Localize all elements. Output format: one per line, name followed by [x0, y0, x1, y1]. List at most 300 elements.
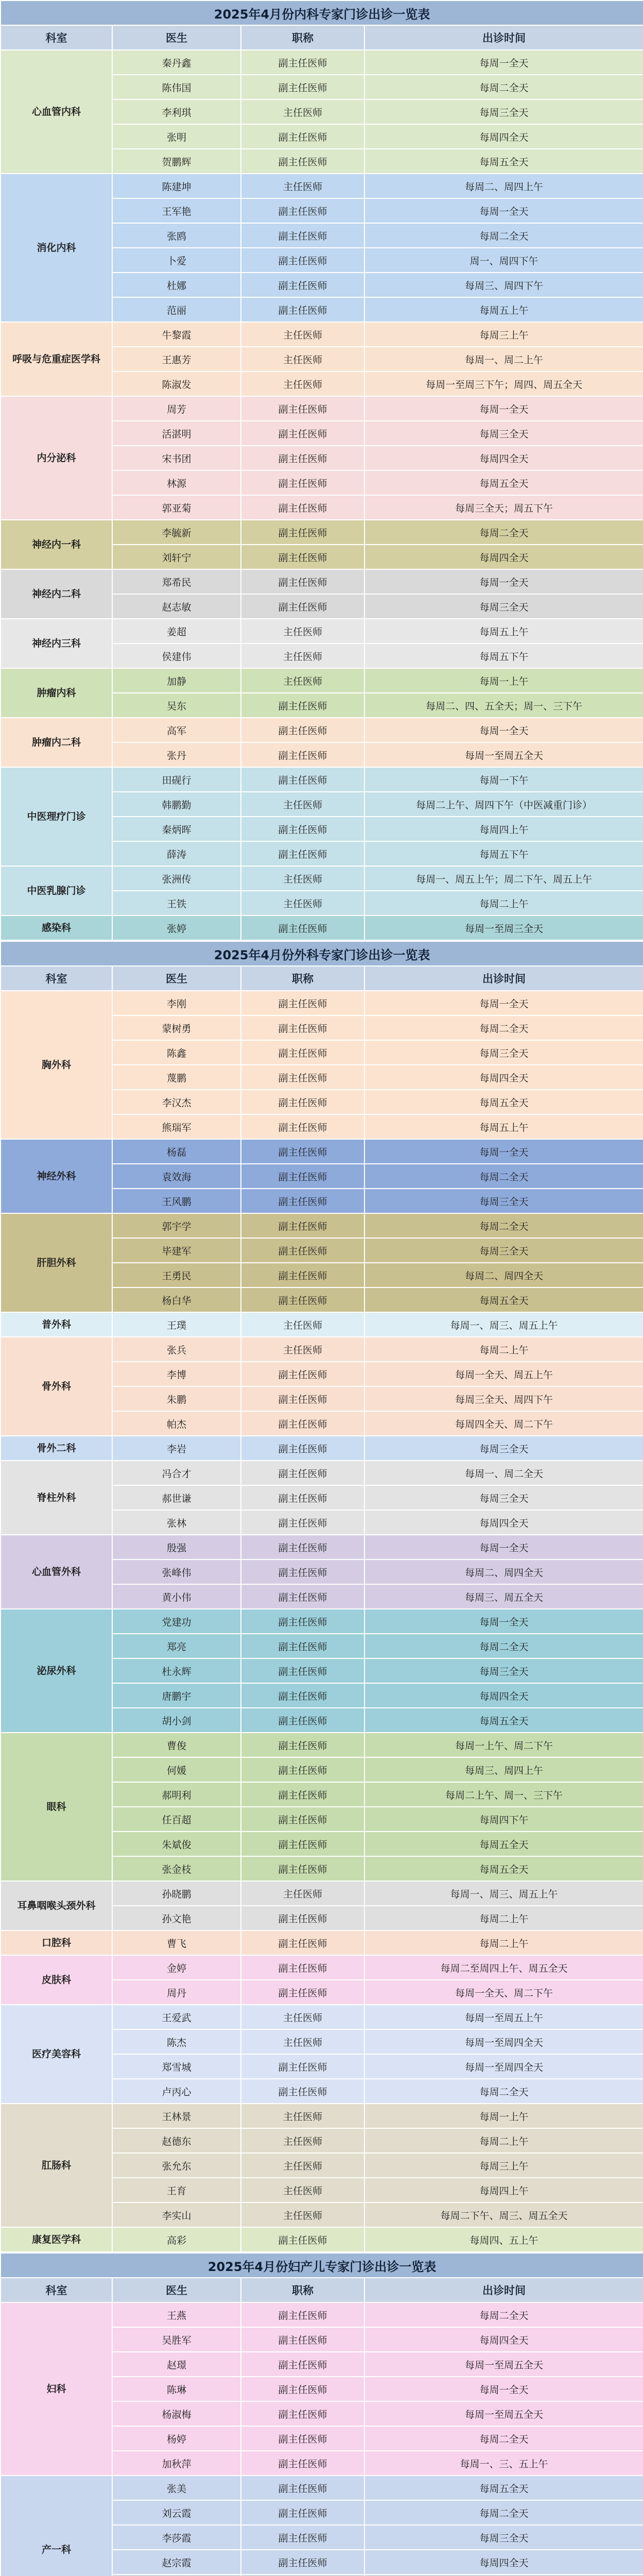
table-row	[1, 2227, 643, 2252]
department-cell: 肿瘤内二科	[1, 718, 112, 767]
table-row	[1, 1436, 643, 1461]
clinic-time: 每周一、周五上午；周二下午、周五上午	[364, 866, 643, 891]
doctor-name: 熊瑞军	[112, 1114, 241, 1139]
doctor-title: 副主任医师	[241, 2525, 364, 2550]
doctor-title: 副主任医师	[241, 1757, 364, 1782]
table-row	[1, 2104, 643, 2128]
department-cell: 消化内科	[1, 174, 112, 322]
doctor-name: 陈鑫	[112, 1040, 241, 1065]
doctor-name: 韩鹏勤	[112, 792, 241, 817]
doctor-name: 王育	[112, 2178, 241, 2202]
table-row	[1, 1337, 643, 1362]
clinic-time: 每周四上午	[364, 817, 643, 841]
clinic-time: 每周三全天	[364, 1436, 643, 1461]
doctor-title: 主任医师	[241, 1881, 364, 1906]
table-row	[1, 322, 643, 347]
department-cell: 心血管外科	[1, 1535, 112, 1609]
doctor-name: 张林	[112, 1510, 241, 1535]
doctor-name: 陈杰	[112, 2029, 241, 2054]
doctor-title: 副主任医师	[241, 2451, 364, 2476]
clinic-time: 每周二下午、周三、周五全天	[364, 2202, 643, 2227]
clinic-time: 每周二上午	[364, 1930, 643, 1955]
doctor-name: 张丹	[112, 742, 241, 767]
doctor-name: 高彩	[112, 2227, 241, 2252]
clinic-time: 每周一至周五全天	[364, 2352, 643, 2377]
doctor-title: 副主任医师	[241, 520, 364, 545]
doctor-title: 副主任医师	[241, 767, 364, 792]
clinic-time: 每周四下午	[364, 1807, 643, 1832]
clinic-time: 每周一全天	[364, 991, 643, 1015]
header-row	[1, 25, 643, 50]
doctor-title: 副主任医师	[241, 2327, 364, 2352]
department-cell: 脊柱外科	[1, 1461, 112, 1535]
doctor-title: 副主任医师	[241, 1658, 364, 1683]
table-row	[1, 991, 643, 1015]
department-cell: 骨外科	[1, 1337, 112, 1436]
clinic-time: 每周五上午	[364, 619, 643, 643]
doctor-name: 刘轩宁	[112, 545, 241, 569]
doctor-name: 张峰伟	[112, 1560, 241, 1584]
doctor-title: 副主任医师	[241, 1634, 364, 1658]
clinic-time: 每周三全天	[364, 99, 643, 124]
clinic-time: 每周五全天	[364, 1856, 643, 1881]
department-cell: 眼科	[1, 1733, 112, 1881]
header-row	[1, 2278, 643, 2302]
doctor-name: 贺鹏辉	[112, 149, 241, 174]
doctor-title: 副主任医师	[241, 1164, 364, 1189]
doctor-title: 副主任医师	[241, 1807, 364, 1832]
doctor-name: 郑雪城	[112, 2054, 241, 2079]
clinic-time: 每周二上午	[364, 891, 643, 916]
clinic-time: 每周五全天	[364, 470, 643, 495]
clinic-time: 每周五全天	[364, 149, 643, 174]
doctor-title: 主任医师	[241, 2178, 364, 2202]
clinic-time: 每周一下午	[364, 767, 643, 792]
clinic-time: 每周一至周四全天	[364, 2029, 643, 2054]
table-row	[1, 569, 643, 594]
doctor-title: 副主任医师	[241, 396, 364, 421]
doctor-title: 副主任医师	[241, 742, 364, 767]
doctor-name: 张明	[112, 124, 241, 149]
doctor-name: 秦丹鑫	[112, 50, 241, 75]
section-title: 2025年4月份外科专家门诊出诊一览表	[1, 941, 643, 966]
schedule-table	[0, 2252, 643, 2576]
clinic-time: 每周三全天	[364, 421, 643, 446]
clinic-time: 每周五全天	[364, 1287, 643, 1312]
clinic-time: 每周二、周四全天	[364, 1263, 643, 1287]
header-time: 出诊时间	[364, 25, 643, 50]
clinic-time: 每周二全天	[364, 1213, 643, 1238]
header-doctor: 医生	[112, 25, 241, 50]
header-time: 出诊时间	[364, 2278, 643, 2302]
table-row	[1, 1535, 643, 1560]
table-row	[1, 619, 643, 643]
doctor-name: 王惠芳	[112, 347, 241, 371]
clinic-time: 每周一至周五全天	[364, 742, 643, 767]
schedule-section	[0, 2252, 643, 2576]
doctor-name: 张允东	[112, 2153, 241, 2178]
clinic-time: 每周五全天	[364, 1708, 643, 1733]
doctor-title: 副主任医师	[241, 248, 364, 273]
doctor-name: 卢丙心	[112, 2079, 241, 2104]
doctor-title: 主任医师	[241, 1337, 364, 1362]
doctor-title: 主任医师	[241, 891, 364, 916]
clinic-time: 每周五全天	[364, 1090, 643, 1114]
doctor-title: 副主任医师	[241, 1485, 364, 1510]
header-time: 出诊时间	[364, 966, 643, 991]
doctor-name: 李汉杰	[112, 1090, 241, 1114]
department-cell: 神经内三科	[1, 619, 112, 668]
clinic-time: 每周五全天	[364, 1832, 643, 1856]
clinic-time: 每周二上午	[364, 1337, 643, 1362]
doctor-name: 薛涛	[112, 841, 241, 866]
section-title: 2025年4月份内科专家门诊出诊一览表	[1, 1, 643, 25]
clinic-time: 每周二全天	[364, 75, 643, 99]
doctor-title: 主任医师	[241, 1312, 364, 1337]
table-row	[1, 1733, 643, 1757]
doctor-title: 副主任医师	[241, 1782, 364, 1807]
doctor-title: 副主任医师	[241, 470, 364, 495]
department-cell: 产一科	[1, 2476, 112, 2576]
clinic-time: 每周四全天、周二下午	[364, 1411, 643, 1436]
doctor-name: 唐鹏宇	[112, 1683, 241, 1708]
doctor-title: 主任医师	[241, 2128, 364, 2153]
table-row	[1, 1609, 643, 1634]
table-row	[1, 396, 643, 421]
doctor-title: 副主任医师	[241, 1535, 364, 1560]
clinic-time: 每周三、周四下午	[364, 273, 643, 297]
clinic-time: 每周二全天	[364, 2079, 643, 2104]
doctor-title: 主任医师	[241, 371, 364, 396]
clinic-time: 每周一、周三、周五上午	[364, 1881, 643, 1906]
doctor-name: 刘云霞	[112, 2500, 241, 2525]
clinic-time: 每周五上午	[364, 297, 643, 322]
doctor-name: 王爱武	[112, 2005, 241, 2029]
table-row	[1, 1461, 643, 1485]
doctor-title: 副主任医师	[241, 1040, 364, 1065]
doctor-title: 副主任医师	[241, 2426, 364, 2451]
clinic-time: 每周五上午	[364, 1114, 643, 1139]
doctor-title: 副主任医师	[241, 1955, 364, 1980]
doctor-name: 杨淑梅	[112, 2401, 241, 2426]
doctor-title: 副主任医师	[241, 1461, 364, 1485]
doctor-name: 杨婷	[112, 2426, 241, 2451]
table-row	[1, 1213, 643, 1238]
doctor-title: 副主任医师	[241, 1930, 364, 1955]
doctor-name: 袁效海	[112, 1164, 241, 1189]
doctor-name: 郝世谦	[112, 1485, 241, 1510]
section-title: 2025年4月份妇产儿专家门诊出诊一览表	[1, 2253, 643, 2278]
doctor-title: 副主任医师	[241, 124, 364, 149]
doctor-title: 主任医师	[241, 322, 364, 347]
doctor-name: 杜娜	[112, 273, 241, 297]
department-cell: 耳鼻咽喉头颈外科	[1, 1881, 112, 1930]
schedule-section	[0, 0, 643, 941]
clinic-time: 每周一至周三下午；周四、周五全天	[364, 371, 643, 396]
doctor-title: 主任医师	[241, 347, 364, 371]
doctor-title: 副主任医师	[241, 2377, 364, 2401]
doctor-title: 副主任医师	[241, 1906, 364, 1930]
doctor-name: 殷强	[112, 1535, 241, 1560]
header-doctor: 医生	[112, 966, 241, 991]
doctor-title: 副主任医师	[241, 1436, 364, 1461]
department-cell: 神经外科	[1, 1139, 112, 1213]
doctor-name: 张美	[112, 2476, 241, 2500]
clinic-time: 每周二、四、五全天；周一、三下午	[364, 693, 643, 718]
doctor-name: 朱斌俊	[112, 1832, 241, 1856]
clinic-time: 每周一、周三、周五上午	[364, 1312, 643, 1337]
doctor-title: 副主任医师	[241, 223, 364, 248]
header-department: 科室	[1, 2278, 112, 2302]
clinic-time: 每周二全天	[364, 1015, 643, 1040]
clinic-time: 每周二全天	[364, 223, 643, 248]
doctor-name: 秦炳晖	[112, 817, 241, 841]
department-cell: 神经内一科	[1, 520, 112, 569]
department-cell: 口腔科	[1, 1930, 112, 1955]
clinic-time: 每周四全天	[364, 2327, 643, 2352]
doctor-title: 主任医师	[241, 866, 364, 891]
doctor-name: 田砚行	[112, 767, 241, 792]
clinic-time: 每周一全天、周五上午	[364, 1362, 643, 1386]
doctor-title: 副主任医师	[241, 1139, 364, 1164]
doctor-title: 副主任医师	[241, 1683, 364, 1708]
clinic-time: 每周二全天	[364, 2500, 643, 2525]
doctor-title: 副主任医师	[241, 1263, 364, 1287]
doctor-title: 副主任医师	[241, 198, 364, 223]
table-row	[1, 1312, 643, 1337]
clinic-time: 每周五下午	[364, 841, 643, 866]
doctor-name: 李毓新	[112, 520, 241, 545]
table-row	[1, 2476, 643, 2500]
table-row	[1, 718, 643, 742]
table-row	[1, 916, 643, 940]
doctor-name: 李岩	[112, 1436, 241, 1461]
department-cell: 妇科	[1, 2302, 112, 2476]
table-row	[1, 2005, 643, 2029]
doctor-name: 毕建军	[112, 1238, 241, 1263]
doctor-title: 主任医师	[241, 619, 364, 643]
clinic-time: 每周二上午、周一、三下午	[364, 1782, 643, 1807]
doctor-title: 副主任医师	[241, 1114, 364, 1139]
doctor-name: 陈琳	[112, 2377, 241, 2401]
clinic-time: 每周三全天；周五下午	[364, 495, 643, 520]
table-row	[1, 520, 643, 545]
doctor-name: 王风鹏	[112, 1189, 241, 1213]
doctor-title: 主任医师	[241, 2029, 364, 2054]
clinic-time: 每周一上午、周二下午	[364, 1733, 643, 1757]
header-title: 职称	[241, 25, 364, 50]
doctor-title: 副主任医师	[241, 149, 364, 174]
doctor-name: 孙晓鹏	[112, 1881, 241, 1906]
doctor-name: 姜超	[112, 619, 241, 643]
doctor-name: 赵志敏	[112, 594, 241, 619]
doctor-name: 党建功	[112, 1609, 241, 1634]
table-row	[1, 50, 643, 75]
clinic-time: 每周二全天	[364, 1634, 643, 1658]
table-row	[1, 1881, 643, 1906]
clinic-time: 每周二至周四上午、周五全天	[364, 1955, 643, 1980]
doctor-name: 郭宇学	[112, 1213, 241, 1238]
doctor-title: 副主任医师	[241, 916, 364, 940]
clinic-time: 每周二上午、周四下午（中医减重门诊）	[364, 792, 643, 817]
clinic-time: 每周四、五上午	[364, 2227, 643, 2252]
clinic-time: 每周三全天	[364, 1040, 643, 1065]
doctor-title: 副主任医师	[241, 297, 364, 322]
clinic-time: 每周一、周二上午	[364, 347, 643, 371]
doctor-title: 副主任医师	[241, 718, 364, 742]
doctor-name: 孙文艳	[112, 1906, 241, 1930]
clinic-time: 每周二全天	[364, 1164, 643, 1189]
doctor-title: 主任医师	[241, 99, 364, 124]
clinic-time: 每周一全天、周二下午	[364, 1980, 643, 2005]
table-row	[1, 1139, 643, 1164]
clinic-time: 每周四上午	[364, 2178, 643, 2202]
doctor-title: 副主任医师	[241, 841, 364, 866]
doctor-title: 副主任医师	[241, 1065, 364, 1090]
clinic-time: 每周一、周二全天	[364, 1461, 643, 1485]
doctor-title: 副主任医师	[241, 495, 364, 520]
department-cell: 泌尿外科	[1, 1609, 112, 1733]
department-cell: 内分泌科	[1, 396, 112, 520]
clinic-time: 每周二全天	[364, 520, 643, 545]
doctor-title: 副主任医师	[241, 1362, 364, 1386]
department-cell: 皮肤科	[1, 1955, 112, 2005]
doctor-title: 副主任医师	[241, 1733, 364, 1757]
clinic-time: 每周五全天	[364, 2476, 643, 2500]
doctor-name: 王燕	[112, 2302, 241, 2327]
doctor-name: 李实山	[112, 2202, 241, 2227]
clinic-time: 每周二上午	[364, 2128, 643, 2153]
doctor-name: 宋书团	[112, 446, 241, 470]
clinic-time: 每周三、周五全天	[364, 1584, 643, 1609]
doctor-title: 副主任医师	[241, 1856, 364, 1881]
department-cell: 骨外二科	[1, 1436, 112, 1461]
doctor-name: 周芳	[112, 396, 241, 421]
clinic-time: 每周二、周四全天	[364, 1560, 643, 1584]
table-row	[1, 767, 643, 792]
department-cell: 普外科	[1, 1312, 112, 1337]
clinic-time: 每周一至周五全天	[364, 2401, 643, 2426]
clinic-time: 周一、周四下午	[364, 248, 643, 273]
doctor-title: 副主任医师	[241, 75, 364, 99]
doctor-name: 冯合才	[112, 1461, 241, 1485]
doctor-title: 副主任医师	[241, 1510, 364, 1535]
doctor-name: 高军	[112, 718, 241, 742]
clinic-time: 每周二上午	[364, 1906, 643, 1930]
doctor-name: 张兵	[112, 1337, 241, 1362]
doctor-title: 副主任医师	[241, 2550, 364, 2574]
clinic-time: 每周三上午	[364, 322, 643, 347]
doctor-name: 赵璟	[112, 2352, 241, 2377]
department-cell: 中医乳腺门诊	[1, 866, 112, 916]
doctor-title: 副主任医师	[241, 50, 364, 75]
doctor-title: 副主任医师	[241, 2401, 364, 2426]
doctor-name: 李莎霞	[112, 2525, 241, 2550]
schedule-table	[0, 0, 643, 941]
doctor-name: 王军艳	[112, 198, 241, 223]
doctor-name: 李刚	[112, 991, 241, 1015]
clinic-time: 每周一全天	[364, 1139, 643, 1164]
clinic-time: 每周三全天	[364, 2525, 643, 2550]
doctor-title: 副主任医师	[241, 1015, 364, 1040]
clinic-time: 每周一全天	[364, 198, 643, 223]
doctor-name: 杜永辉	[112, 1658, 241, 1683]
doctor-name: 郝明利	[112, 1782, 241, 1807]
clinic-time: 每周一全天	[364, 50, 643, 75]
doctor-name: 王林景	[112, 2104, 241, 2128]
header-department: 科室	[1, 25, 112, 50]
doctor-title: 副主任医师	[241, 2500, 364, 2525]
doctor-name: 张鸥	[112, 223, 241, 248]
doctor-name: 帕杰	[112, 1411, 241, 1436]
clinic-time: 每周一全天	[364, 1535, 643, 1560]
doctor-name: 牛黎霞	[112, 322, 241, 347]
clinic-time: 每周四全天	[364, 1683, 643, 1708]
clinic-time: 每周一至周五上午	[364, 2005, 643, 2029]
doctor-name: 曹俊	[112, 1733, 241, 1757]
doctor-name: 任百超	[112, 1807, 241, 1832]
doctor-title: 副主任医师	[241, 2079, 364, 2104]
doctor-title: 副主任医师	[241, 273, 364, 297]
doctor-title: 副主任医师	[241, 2476, 364, 2500]
doctor-name: 蔑鹏	[112, 1065, 241, 1090]
doctor-title: 副主任医师	[241, 817, 364, 841]
clinic-time: 每周四全天	[364, 124, 643, 149]
clinic-time: 每周三全天	[364, 1238, 643, 1263]
clinic-time: 每周三全天、周四下午	[364, 1386, 643, 1411]
clinic-time: 每周五下午	[364, 643, 643, 668]
doctor-name: 李博	[112, 1362, 241, 1386]
department-cell: 心血管内科	[1, 50, 112, 174]
table-row	[1, 1930, 643, 1955]
table-row	[1, 668, 643, 693]
clinic-time: 每周一全天	[364, 2377, 643, 2401]
doctor-title: 副主任医师	[241, 421, 364, 446]
clinic-time: 每周二全天	[364, 2426, 643, 2451]
table-row	[1, 1955, 643, 1980]
doctor-name: 陈淑发	[112, 371, 241, 396]
doctor-title: 副主任医师	[241, 1189, 364, 1213]
clinic-time: 每周三全天	[364, 1658, 643, 1683]
department-cell: 肝胆外科	[1, 1213, 112, 1312]
doctor-title: 副主任医师	[241, 1287, 364, 1312]
doctor-title: 主任医师	[241, 2005, 364, 2029]
doctor-name: 金婷	[112, 1955, 241, 1980]
doctor-title: 主任医师	[241, 174, 364, 198]
doctor-title: 主任医师	[241, 2202, 364, 2227]
table-row	[1, 866, 643, 891]
clinic-time: 每周一全天	[364, 396, 643, 421]
department-cell: 肿瘤内科	[1, 668, 112, 718]
doctor-title: 副主任医师	[241, 1213, 364, 1238]
schedule-table	[0, 941, 643, 2252]
doctor-title: 副主任医师	[241, 1386, 364, 1411]
clinic-time: 每周三全天	[364, 1485, 643, 1510]
clinic-time: 每周二全天	[364, 2302, 643, 2327]
header-title: 职称	[241, 2278, 364, 2302]
header-row	[1, 966, 643, 991]
doctor-name: 赵德东	[112, 2128, 241, 2153]
clinic-time: 每周三全天	[364, 1189, 643, 1213]
department-cell: 感染科	[1, 916, 112, 940]
doctor-name: 曹飞	[112, 1930, 241, 1955]
doctor-title: 副主任医师	[241, 1560, 364, 1584]
clinic-time: 每周三上午	[364, 2153, 643, 2178]
clinic-time: 每周一全天	[364, 1609, 643, 1634]
doctor-title: 主任医师	[241, 2104, 364, 2128]
department-cell: 康复医学科	[1, 2227, 112, 2252]
doctor-name: 张洲传	[112, 866, 241, 891]
